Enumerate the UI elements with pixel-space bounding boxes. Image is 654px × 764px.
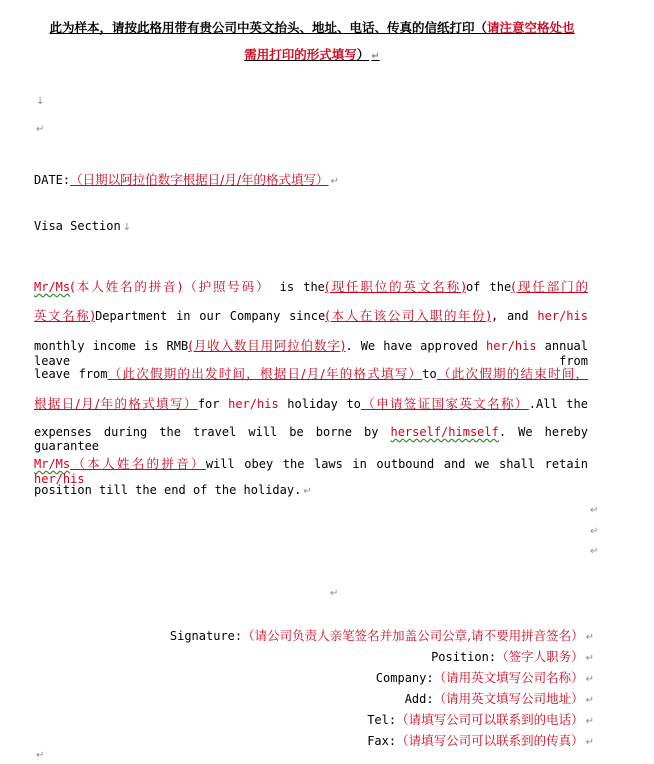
income-text: monthly income is RMB xyxy=(34,339,189,353)
of-the-text: of the xyxy=(465,280,512,294)
paragraph-mark-icon: ↵ xyxy=(36,124,45,135)
paragraph-mark-icon: ↵ xyxy=(585,716,594,727)
position-hint: (现任职位的英文名称) xyxy=(324,279,466,294)
passport-hint: （护照号码） xyxy=(182,279,271,294)
is-the-text: is the xyxy=(279,280,325,294)
income-hint: (月收入数目用阿拉伯数字) xyxy=(188,338,346,353)
leave-start-hint: （此次假期的出发时间，根据日/月/年的格式填写） xyxy=(107,366,423,381)
body-line-8 xyxy=(34,483,588,497)
name-pinyin-hint: (本人姓名的拼音) xyxy=(70,279,183,294)
body-line-6 xyxy=(34,425,588,453)
her-his-3: her/his xyxy=(228,397,279,411)
header-text-1: 此为样本，请按此格用带有贵公司中英文抬头、地址、电话、传真的信纸打印（ xyxy=(49,20,487,35)
position-till-text: position till the end of the holiday. xyxy=(34,483,302,497)
body-line-5 xyxy=(34,394,588,412)
paragraph-mark-icon: ↵ xyxy=(330,588,339,599)
header-hint-2: 需用打印的形式填写 xyxy=(244,47,357,62)
header-line-1 xyxy=(30,18,594,36)
leave-end-hint-b: 根据日/月/年的格式填写） xyxy=(34,396,198,411)
tel-line xyxy=(367,710,594,728)
paragraph-mark-icon: ↵ xyxy=(303,486,312,497)
leave-end-hint-a: （此次假期的结束时间， xyxy=(436,366,588,381)
paragraph-mark-icon: ↵ xyxy=(371,51,380,62)
date-label: DATE: xyxy=(34,173,71,187)
since-text: Department in our Company since xyxy=(95,309,326,323)
all-the-text: .All the xyxy=(528,397,588,411)
country-hint: （申请签证国家英文名称） xyxy=(360,396,529,411)
signature-line xyxy=(170,626,594,644)
and-text: , and xyxy=(490,309,538,323)
her-his-1: her/his xyxy=(537,309,588,323)
paragraph-mark-icon: ↵ xyxy=(590,546,599,557)
join-year-hint: (本人在该公司入职的年份) xyxy=(325,308,491,323)
tel-label: Tel: xyxy=(367,713,397,727)
body-line-2 xyxy=(34,306,588,324)
header-hint-1: 请注意空格处也 xyxy=(487,20,575,35)
signature-label: Signature: xyxy=(169,629,243,643)
signature-hint: （请公司负责人亲笔签名并加盖公司公章,请不要用拼音签名） xyxy=(242,628,584,643)
address-label: Add: xyxy=(404,692,434,706)
body-line-4: leave from（此次假期的出发时间，根据日/月/年的格式填写）to（此次假期的结束时间， xyxy=(34,366,588,381)
herself-himself: herself/himself xyxy=(390,425,499,439)
position-label: Position: xyxy=(431,650,497,664)
position-line xyxy=(431,647,594,665)
paragraph-mark-icon: ↵ xyxy=(330,176,339,187)
name-pinyin-hint-2: （本人姓名的拼音） xyxy=(70,456,206,471)
body-line-7 xyxy=(34,454,588,486)
paragraph-mark-icon: ↵ xyxy=(590,505,599,516)
fax-hint: （请填写公司可以联系到的传真） xyxy=(396,733,584,748)
for-text: for xyxy=(197,397,229,411)
fax-line xyxy=(367,731,594,749)
fax-label: Fax: xyxy=(367,734,397,748)
company-label: Company: xyxy=(375,671,434,685)
paragraph-mark-icon: ↵ xyxy=(585,674,594,685)
address-line xyxy=(405,689,594,707)
date-line xyxy=(34,170,339,188)
obey-text: will obey the laws in outbound and we shall retain xyxy=(205,457,588,471)
position-sign-hint: （签字人职务） xyxy=(496,649,584,664)
visa-section-line xyxy=(34,219,131,233)
paragraph-mark-icon: ↵ xyxy=(585,653,594,664)
annual-text: annual leave from xyxy=(34,339,588,368)
paragraph-mark-icon: ↵ xyxy=(36,750,45,761)
paragraph-mark-icon: ↵ xyxy=(585,737,594,748)
her-his-4: her/his xyxy=(34,472,85,486)
company-hint: （请用英文填写公司名称） xyxy=(433,670,584,685)
address-hint: （请用英文填写公司地址） xyxy=(433,691,584,706)
date-hint: （日期以阿拉伯数字根据日/月/年的格式填写） xyxy=(70,172,329,187)
paragraph-mark-icon: ↵ xyxy=(590,526,599,537)
visa-section-label: Visa Section xyxy=(34,219,121,233)
expenses-text: expenses during the travel will be borne by xyxy=(34,425,391,439)
tel-hint: （请填写公司可以联系到的电话） xyxy=(396,712,584,727)
header-end: ） xyxy=(356,47,370,62)
her-his-2: her/his xyxy=(486,339,537,353)
holiday-to-text: holiday to xyxy=(278,397,361,411)
body-line-1 xyxy=(34,277,588,295)
line-break-icon: ↓ xyxy=(36,96,45,107)
mr-ms: Mr/Ms xyxy=(34,280,71,294)
header-line-2 xyxy=(30,45,594,63)
paragraph-mark-icon: ↵ xyxy=(585,632,594,643)
department-hint-a: (现任部门的 xyxy=(511,279,588,294)
paragraph-mark-icon: ↵ xyxy=(585,695,594,706)
to-text: to xyxy=(422,367,437,381)
company-line xyxy=(376,668,594,686)
department-hint-b: 英文名称) xyxy=(34,308,96,323)
guarantee-text: . We hereby guarantee xyxy=(34,425,588,453)
approved-text: . We have approved xyxy=(345,339,487,353)
line-break-icon: ↓ xyxy=(122,222,132,233)
mr-ms-2: Mr/Ms xyxy=(34,457,71,471)
